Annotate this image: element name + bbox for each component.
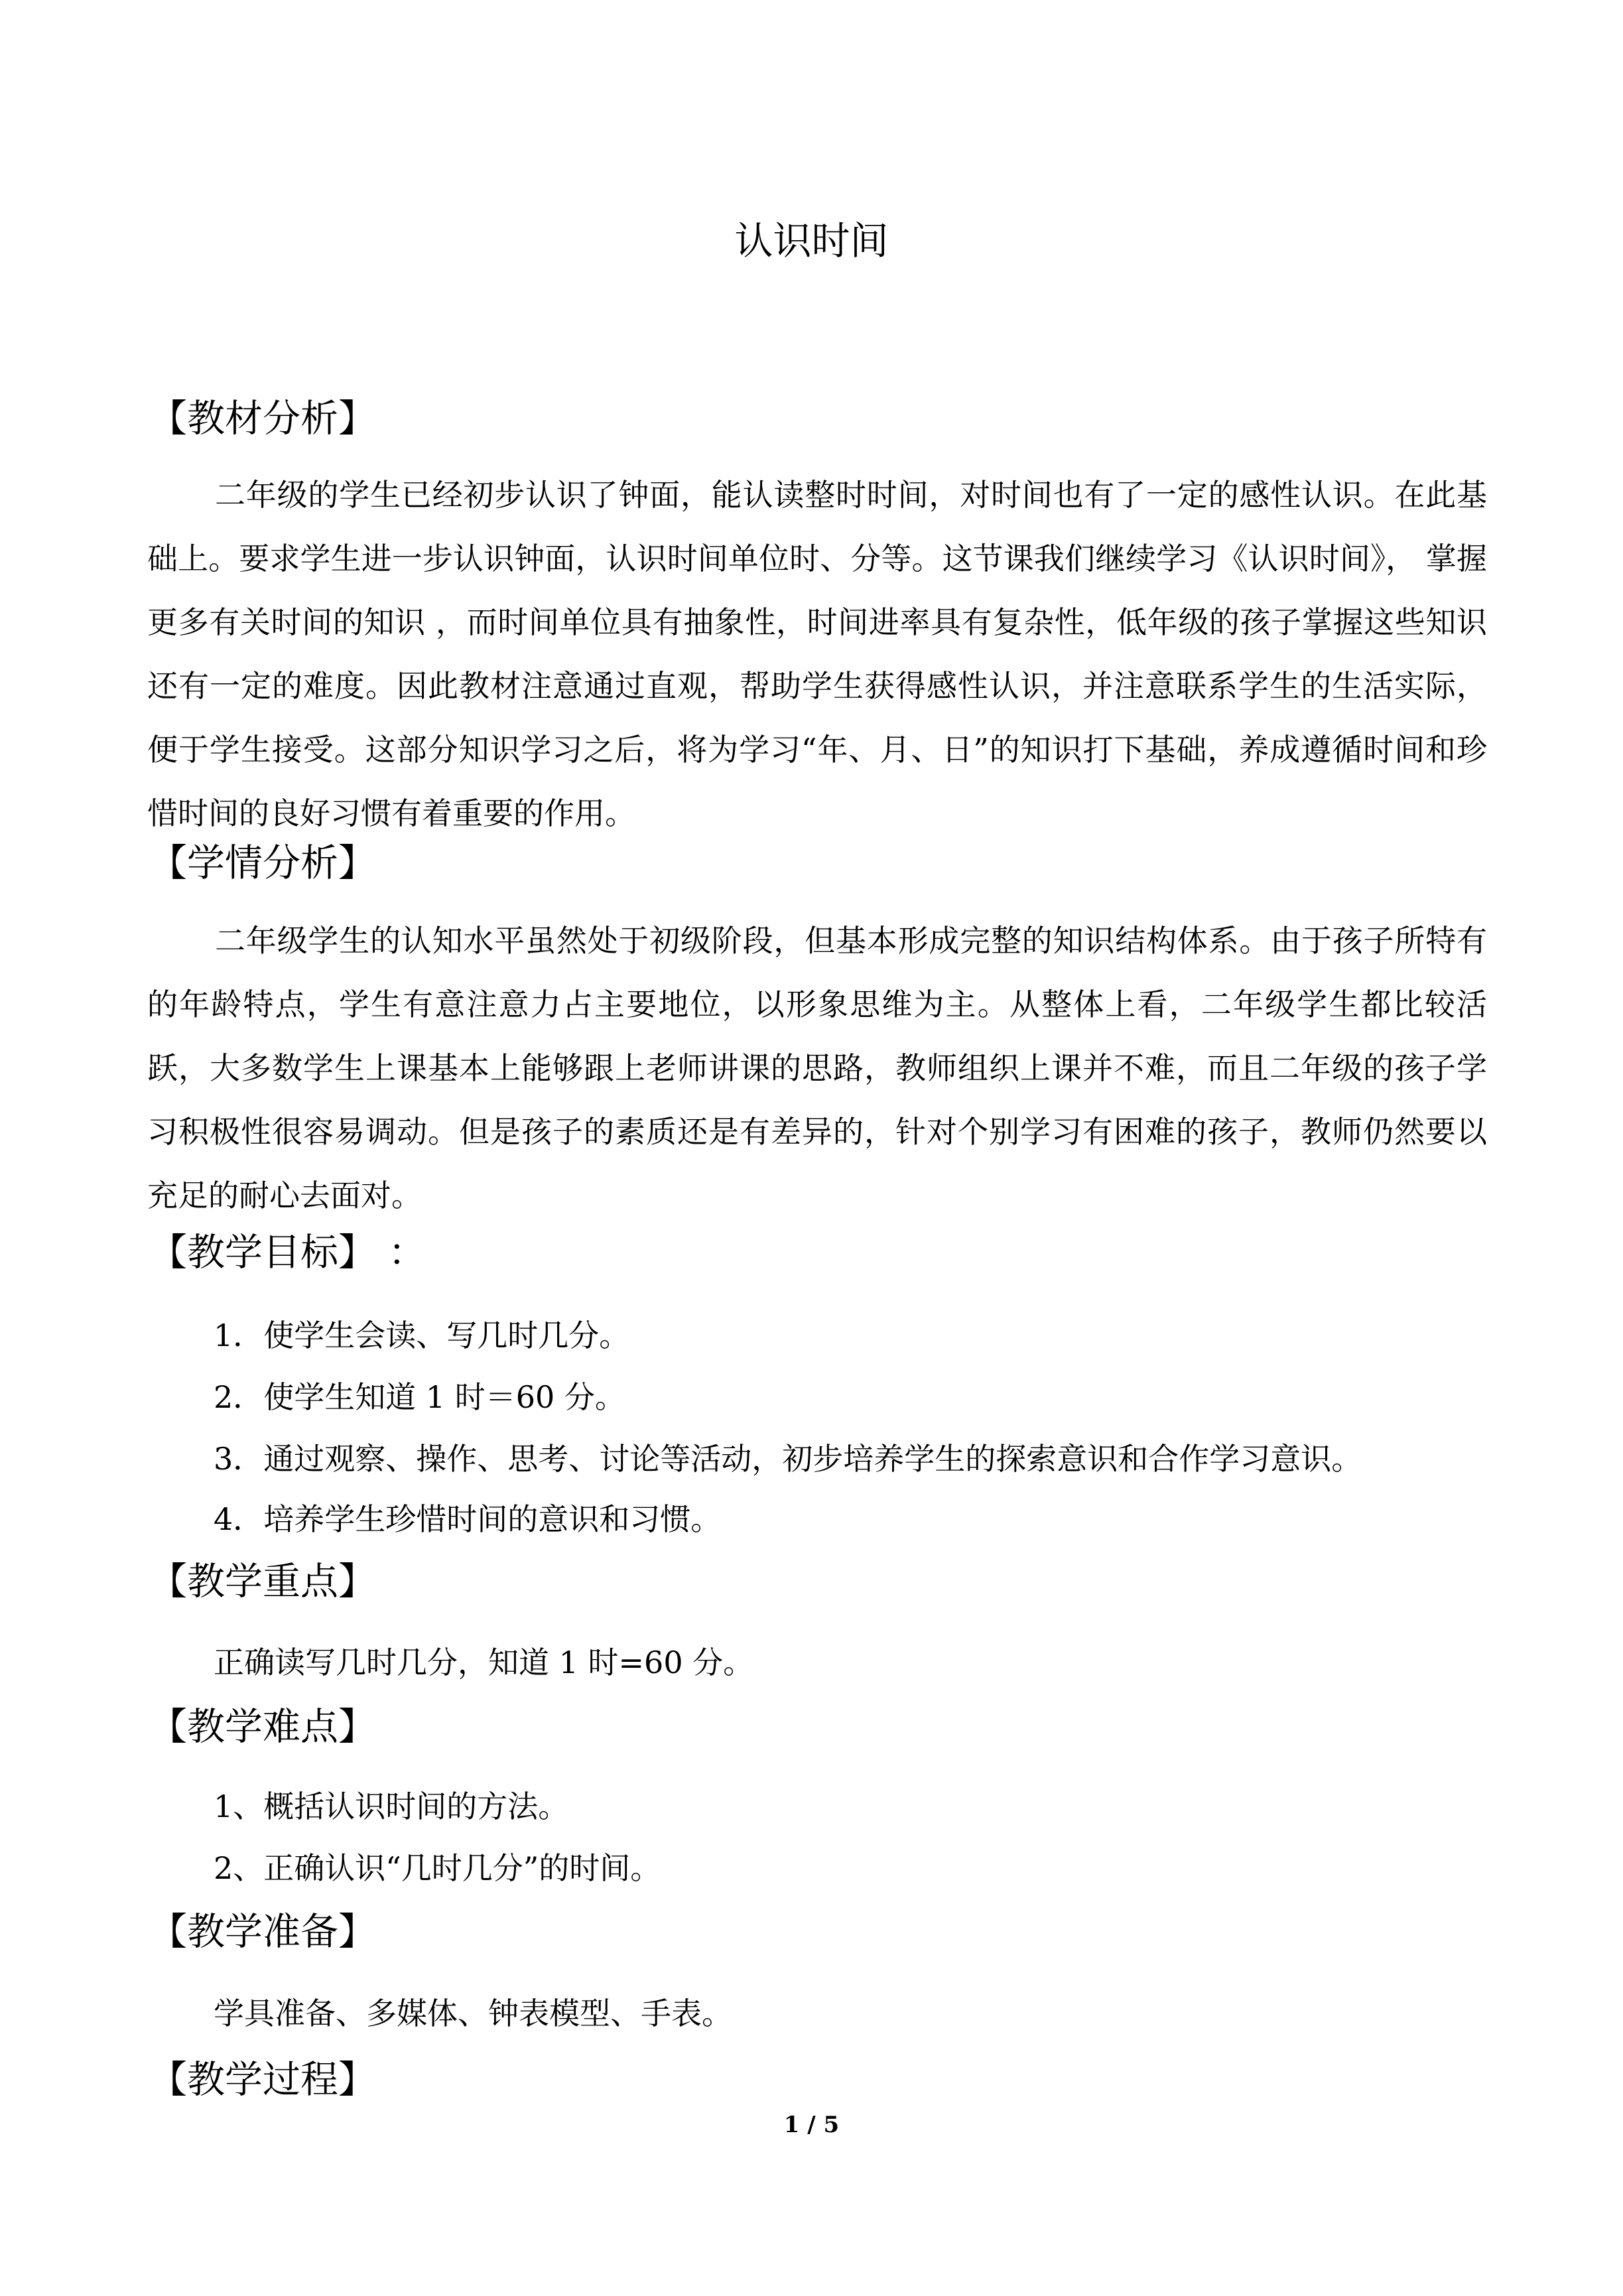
objective-item-3: 3．通过观察、操作、思考、讨论等活动，初步培养学生的探索意识和合作学习意识。 — [214, 1441, 1362, 1477]
key-points-text: 正确读写几时几分，知道 1 时=60 分。 — [214, 1645, 754, 1680]
heading-learner-analysis: 【学情分析】 — [149, 841, 376, 885]
paragraph-material-analysis: 二年级的学生已经初步认识了钟面，能认读整时时间，对时间也有了一定的感性认识。在此基础上。要求学生进一步认识钟面，认识时间单位时、分等。这节课我们继续学习《认识时间》， 掌握更多有关时间的知识 ，而时间单位具有抽象性，时间进率具有复杂性，低年级的孩子掌握这些知识还有一定的难度。因此教材注意通过直观，帮助学生获得感性认识，并注意联系学生的生活实际，便于学生接受。这部分知识学习之后，将为学习“年、月、日”的知识打下基础，养成遵循时间和珍惜时间的良好习惯有着重要的作用。 — [147, 477, 1487, 831]
difficulty-item-1: 1、概括认识时间的方法。 — [214, 1789, 569, 1824]
heading-process: 【教学过程】 — [149, 2058, 376, 2102]
heading-preparation: 【教学准备】 — [149, 1910, 376, 1954]
objective-item-4: 4．培养学生珍惜时间的意识和习惯。 — [214, 1501, 722, 1537]
objective-item-1: 1．使学生会读、写几时几分。 — [214, 1317, 630, 1353]
objective-item-2: 2．使学生知道 1 时＝60 分。 — [214, 1379, 625, 1415]
document-title: 认识时间 — [734, 218, 889, 263]
heading-key-points: 【教学重点】 — [149, 1560, 376, 1603]
difficulty-item-2: 2、正确认识“几时几分”的时间。 — [214, 1850, 661, 1886]
page-number: 1 / 5 — [783, 2112, 840, 2138]
heading-difficulties: 【教学难点】 — [149, 1705, 376, 1749]
heading-objectives: 【教学目标】 ： — [149, 1231, 426, 1274]
paragraph-learner-analysis: 二年级学生的认知水平虽然处于初级阶段，但基本形成完整的知识结构体系。由于孩子所特有的年龄特点，学生有意注意力占主要地位，以形象思维为主。从整体上看，二年级学生都比较活跃，大多数学生上课基本上能够跟上老师讲课的思路，教师组织上课并不难，而且二年级的孩子学习积极性很容易调动。但是孩子的素质还是有差异的，针对个别学习有困难的孩子，教师仍然要以充足的耐心去面对。 — [147, 923, 1487, 1213]
heading-material-analysis: 【教材分析】 — [149, 397, 376, 440]
preparation-text: 学具准备、多媒体、钟表模型、手表。 — [214, 1995, 732, 2031]
